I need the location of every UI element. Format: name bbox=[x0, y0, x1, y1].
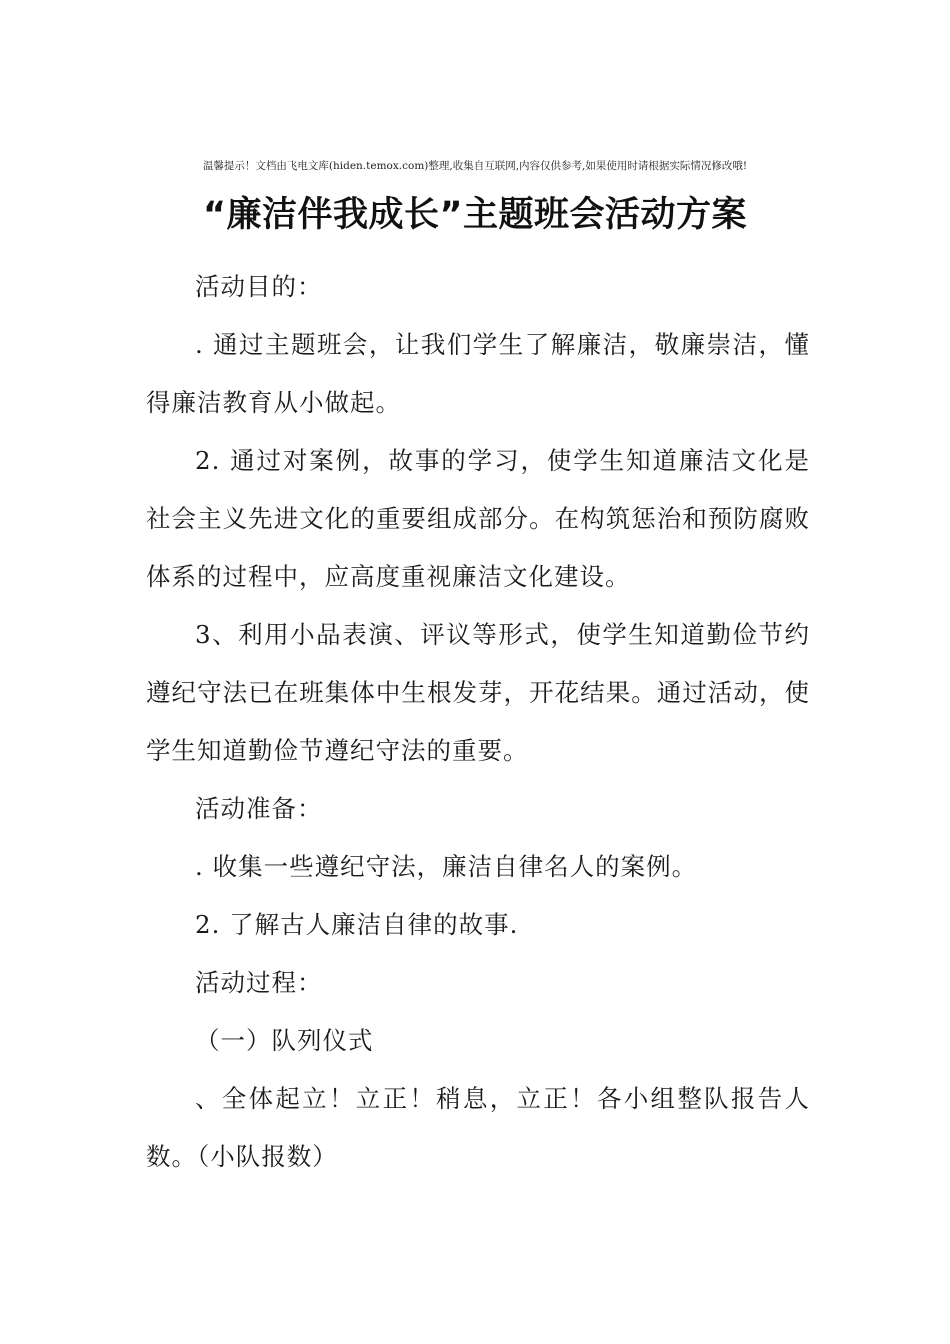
section-heading-purpose: 活动目的： bbox=[195, 272, 323, 301]
section-heading-preparation: 活动准备： bbox=[195, 794, 323, 823]
process-subheading-1: （一）队列仪式 bbox=[195, 1026, 374, 1055]
section-heading-process: 活动过程： bbox=[195, 968, 323, 997]
purpose-item-3: 3、利用小品表演、评议等形式，使学生知道勤俭节约遵纪守法已在班集体中生根发芽，开花结果。通过活动，使学生知道勤俭节遵纪守法的重要。 bbox=[146, 620, 810, 765]
document-title: “廉洁伴我成长”主题班会活动方案 bbox=[202, 195, 747, 235]
purpose-item-1: . 通过主题班会，让我们学生了解廉洁，敬廉崇洁，懂得廉洁教育从小做起。 bbox=[146, 330, 810, 417]
process-item-1: 、全体起立！立正！稍息，立正！各小组整队报告人数。（小队报数） bbox=[146, 1084, 810, 1171]
purpose-item-2: 2. 通过对案例，故事的学习，使学生知道廉洁文化是社会主义先进文化的重要组成部分。在构筑惩治和预防腐败体系的过程中，应高度重视廉洁文化建设。 bbox=[146, 446, 810, 591]
preparation-item-2: 2. 了解古人廉洁自律的故事. bbox=[195, 910, 519, 939]
preparation-item-1: . 收集一些遵纪守法，廉洁自律名人的案例。 bbox=[195, 852, 698, 881]
document-body bbox=[146, 258, 810, 1186]
document-notice: 温馨提示！文档由飞电文库(hiden.temox.com)整理,收集自互联网,内容仅供参考,如果使用时请根据实际情况修改哦! bbox=[202, 160, 748, 172]
